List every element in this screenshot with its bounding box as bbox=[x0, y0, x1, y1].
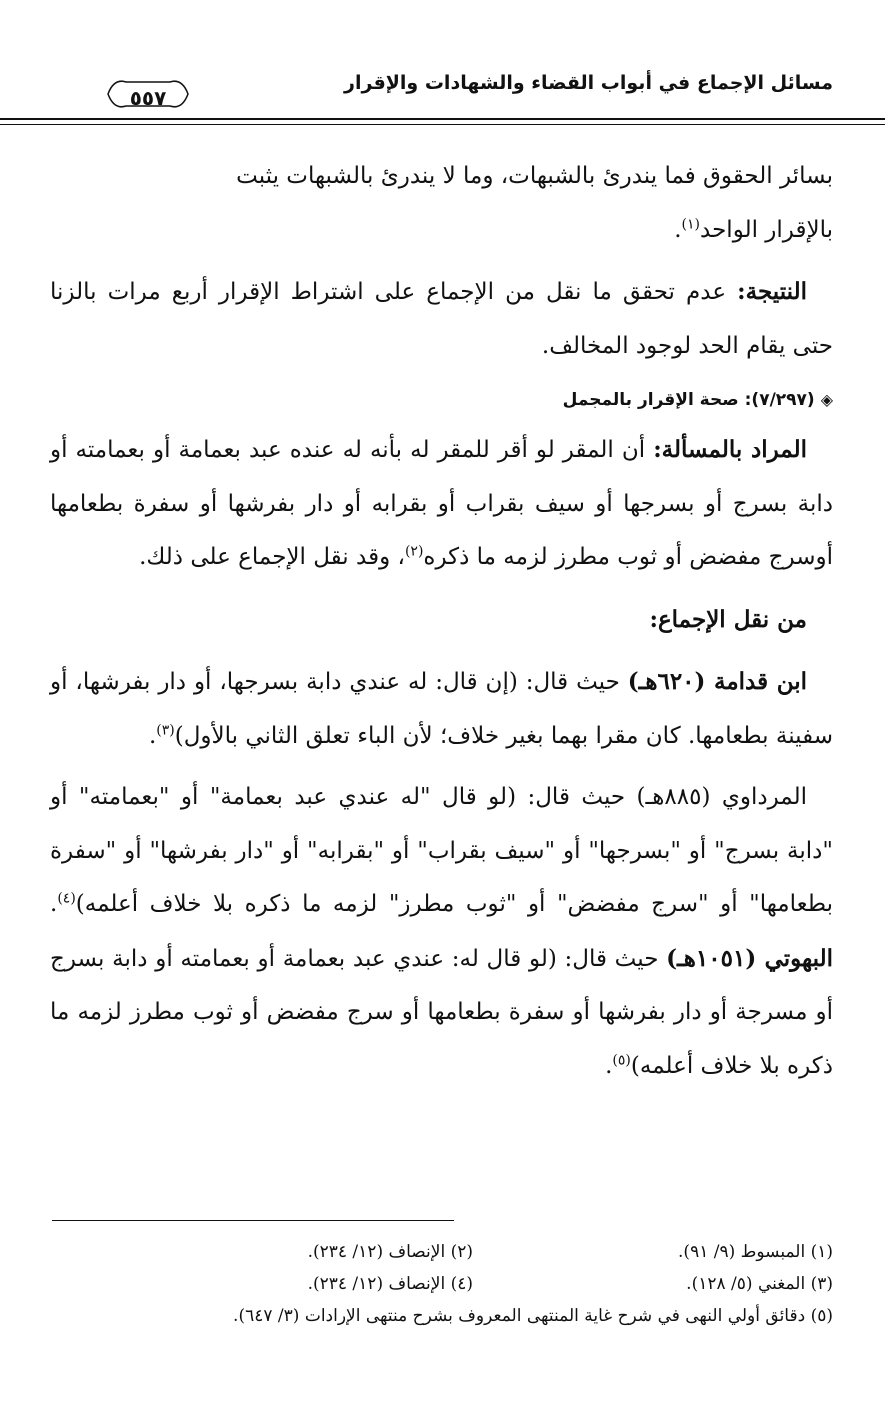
footnote: (١) المبسوط (٩/ ٩١). bbox=[678, 1242, 833, 1262]
diamond-icon: ◈ bbox=[820, 390, 833, 409]
main-text bbox=[50, 150, 833, 1101]
footnote: (٢) الإنصاف (١٢/ ٢٣٤). bbox=[307, 1242, 473, 1262]
scholar-name: البهوتي (١٠٥١هـ) bbox=[666, 944, 833, 972]
header-rule-top bbox=[0, 118, 885, 120]
header-rule-bottom bbox=[0, 124, 885, 125]
footnote-row bbox=[50, 1236, 833, 1268]
text-line: بالإقرار الواحد bbox=[700, 216, 833, 243]
footnotes bbox=[50, 1236, 833, 1332]
scholar-name: ابن قدامة (٦٢٠هـ) bbox=[627, 668, 807, 695]
mardawi-paragraph: المرداوي (٨٨٥هـ) حيث قال: (لو قال "له عندي عبد بعمامة" أو "بعمامته" أو "دابة بسرج" أو "بسرجها" أو "سيف بقراب" أو "بقرابه" أو "دار بفرشها" أو "سفرة بطعامها" أو "سرج مفضض" أو "ثوب مطرز" لزمه ما ذكره بلا خلاف أعلمه)$^{(٤)}$. البهوتي (١٠٥١هـ) حيث قال: (لو قال له: عندي عبد بعمامة أو بعمامته أو دابة بسرج أو مسرجة أو دار بفرشها أو سفرة بطعامها أو سرج مفضض أو ثوب مطرز لزمه ما ذكره بلا خلاف أعلمه)$^{(٥)}$. bbox=[50, 784, 833, 1079]
result-label: النتيجة: bbox=[737, 278, 808, 305]
footnote: (٣) المغني (٥/ ١٢٨). bbox=[686, 1274, 833, 1294]
result-text: عدم تحقق ما نقل من الإجماع على اشتراط الإقرار أربع مرات بالزنا حتى يقام الحد لوجود المخالف. bbox=[50, 279, 833, 359]
running-header: مسائل الإجماع في أبواب القضاء والشهادات والإقرار bbox=[344, 72, 833, 94]
footnote-ref: (٤) bbox=[57, 890, 76, 907]
section-title: صحة الإقرار بالمجمل bbox=[562, 390, 739, 410]
section-number: (٧/٢٩٧): bbox=[744, 390, 815, 410]
result-paragraph bbox=[50, 265, 833, 373]
page-number: ٥٥٧ bbox=[129, 86, 167, 110]
meaning-paragraph: المراد بالمسألة: أن المقر لو أقر للمقر له بأنه له عنده عبد بعمامة أو بعمامته أو دابة بسرج أو بسرجها أو سيف بقراب أو بقرابه أو دار بفرشها أو سفرة بطعامها أوسرج مفضض أو ثوب مطرز لزمه ما ذكره$^{(٢)}$، وقد نقل الإجماع على ذلك. bbox=[50, 436, 833, 570]
meaning-label: المراد بالمسألة: bbox=[653, 436, 808, 463]
transmitters-heading-paragraph bbox=[50, 593, 833, 648]
footnote: (٥) دقائق أولي النهى في شرح غاية المنتهى المعروف بشرح منتهى الإرادات (٣/ ٦٤٧). bbox=[233, 1306, 833, 1326]
footnote-ref: (١) bbox=[681, 215, 701, 232]
footnote-ref: (٣) bbox=[156, 721, 175, 738]
meaning-text: أن المقر لو أقر للمقر له بأنه له عنده عبد بعمامة أو بعمامته أو دابة بسرج أو بسرجها أو سيف بقراب أو بقرابه أو دار بفرشها أو سفرة بطعامها أوسرج مفضض أو ثوب مطرز لزمه ما ذكره bbox=[50, 437, 833, 570]
section-heading bbox=[50, 381, 833, 419]
footnote-ref: (٥) bbox=[612, 1051, 631, 1068]
footnote-separator bbox=[52, 1220, 454, 1221]
footnote-row bbox=[50, 1268, 833, 1300]
quote-text: حيث قال: (لو قال له: عندي عبد بعمامة أو بعمامته أو دابة بسرج أو مسرجة أو دار بفرشها أو سفرة بطعامها أو سرج مفضض أو ثوب مطرز لزمه ما ذكره بلا خلاف أعلمه) bbox=[50, 945, 833, 1079]
paragraph-continued: بسائر الحقوق فما يندرئ بالشبهات، وما لا يندرئ بالشبهات يثبت بالإقرار الواحد$^{(١)}$. bbox=[236, 163, 833, 243]
transmitters-heading: من نقل الإجماع: bbox=[649, 605, 807, 633]
quote-text: حيث قال: (إن قال: له عندي دابة بسرجها، أو دار بفرشها، أو سفينة بطعامها. كان مقرا بهما بغير خلاف؛ لأن الباء تعلق الثاني بالأول) bbox=[50, 669, 833, 749]
quote-text: المرداوي (٨٨٥هـ) حيث قال: (لو قال "له عندي عبد بعمامة" أو "بعمامته" أو "دابة بسرج" أو "بسرجها" أو "سيف بقراب" أو "بقرابه" أو "دار بفرشها" أو "سفرة بطعامها" أو "سرج مفضض" أو "ثوب مطرز" لزمه ما ذكره بلا خلاف أعلمه) bbox=[50, 784, 833, 917]
footnote-ref: (٢) bbox=[404, 543, 424, 560]
footnote: (٤) الإنصاف (١٢/ ٢٣٤). bbox=[307, 1274, 473, 1294]
ibn-qudama-paragraph: ابن قدامة (٦٢٠هـ) حيث قال: (إن قال: له عندي دابة بسرجها، أو دار بفرشها، أو سفينة بطعامها. كان مقرا بهما بغير خلاف؛ لأن الباء تعلق الثاني بالأول)$^{(٣)}$. bbox=[50, 668, 833, 749]
text-line: بسائر الحقوق فما يندرئ بالشبهات، وما لا يندرئ بالشبهات يثبت bbox=[236, 163, 833, 189]
